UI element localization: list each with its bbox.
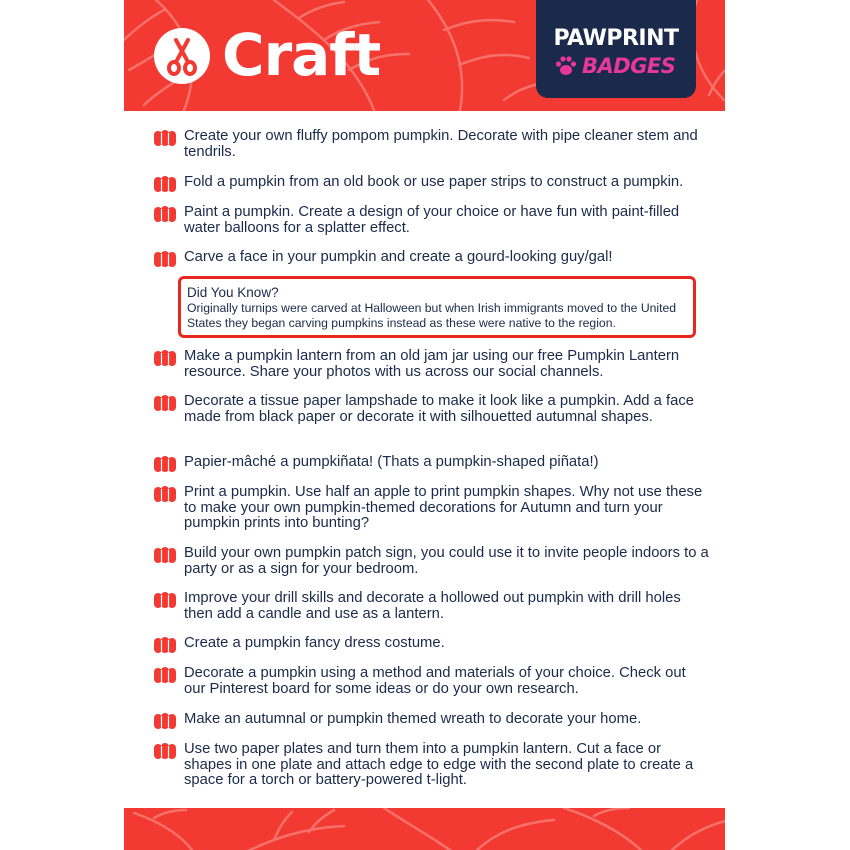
did-you-know-box xyxy=(178,276,696,338)
brand-name-bottom: BADGES xyxy=(582,54,676,78)
page-title: Craft xyxy=(222,21,381,89)
pumpkin-icon xyxy=(154,349,176,366)
list-item-text: Improve your drill skills and decorate a hollowed out pumpkin with drill holes then add a candle and use as a lantern. xyxy=(184,590,681,622)
pumpkin-icon xyxy=(154,485,176,502)
pumpkin-icon xyxy=(154,712,176,729)
list-item-text: Print a pumpkin. Use half an apple to print pumpkin shapes. Why not use these to make your own pumpkin-themed decorations for Autumn and turn your pumpkin prints into bunting? xyxy=(184,484,703,531)
pumpkin-icon xyxy=(154,129,176,146)
list-item-text: Make an autumnal or pumpkin themed wreath to decorate your home. xyxy=(184,711,642,727)
scissors-icon xyxy=(154,28,210,84)
pumpkin-icon xyxy=(154,742,176,759)
list-item-text: Create your own fluffy pompom pumpkin. Decorate with pipe cleaner stem and tendrils. xyxy=(184,128,698,160)
list-item-text: Papier-mâché a pumpkiñata! (Thats a pumpkin-shaped piñata!) xyxy=(184,454,599,470)
brand-name-top: PAWPRINT xyxy=(553,26,679,51)
list-item-text: Paint a pumpkin. Create a design of your choice or have fun with paint-filled water balloons for a splatter effect. xyxy=(184,204,680,236)
pumpkin-icon xyxy=(154,394,176,411)
footer-banner xyxy=(124,808,725,850)
pumpkin-icon xyxy=(154,205,176,222)
pumpkin-icon xyxy=(154,546,176,563)
activity-sheet xyxy=(124,0,725,850)
did-you-know-title: Did You Know? xyxy=(187,285,279,300)
did-you-know-body: Originally turnips were carved at Halloween but when Irish immigrants moved to the United States they began carving pumpkins instead as these were native to the region. xyxy=(187,301,677,330)
list-item-text: Build your own pumpkin patch sign, you could use it to invite people indoors to a party or as a sign for your bedroom. xyxy=(184,545,709,577)
list-item-text: Create a pumpkin fancy dress costume. xyxy=(184,635,445,651)
list-item-text: Use two paper plates and turn them into a pumpkin lantern. Cut a face or shapes in one plate and attach edge to edge with the second plate to create a space for a torch or battery-powered t-light. xyxy=(184,741,694,788)
list-item-text: Carve a face in your pumpkin and create a gourd-looking guy/gal! xyxy=(184,249,613,265)
paw-icon xyxy=(554,54,578,78)
list-item-text: Make a pumpkin lantern from an old jam jar using our free Pumpkin Lantern resource. Share your photos with us across our social channels. xyxy=(184,348,680,380)
list-item-text: Decorate a pumpkin using a method and materials of your choice. Check out our Pinterest board for some ideas or do your own research. xyxy=(184,665,686,697)
brand-badge xyxy=(536,0,696,98)
header-banner xyxy=(124,0,725,111)
list-item-text: Decorate a tissue paper lampshade to make it look like a pumpkin. Add a face made from black paper or decorate it with silhouetted autumnal shapes. xyxy=(184,393,694,425)
pumpkin-icon xyxy=(154,175,176,192)
leaf-pattern-decoration xyxy=(124,808,725,850)
list-item-text: Fold a pumpkin from an old book or use paper strips to construct a pumpkin. xyxy=(184,174,684,190)
pumpkin-icon xyxy=(154,636,176,653)
pumpkin-icon xyxy=(154,591,176,608)
pumpkin-icon xyxy=(154,250,176,267)
pumpkin-icon xyxy=(154,666,176,683)
pumpkin-icon xyxy=(154,455,176,472)
